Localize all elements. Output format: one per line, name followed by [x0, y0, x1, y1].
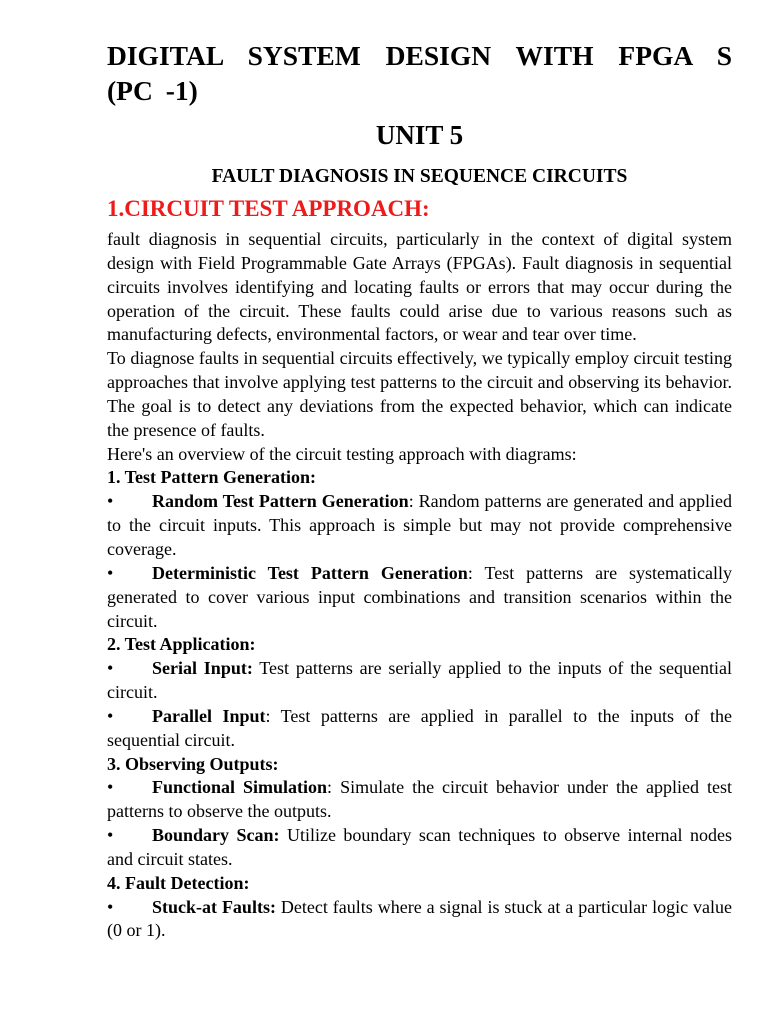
bullet-term: Deterministic Test Pattern Generation	[152, 562, 468, 583]
unit-heading: UNIT 5	[375, 120, 464, 150]
bullet-text: Random patterns are generated and applied to the circuit inputs. This approach is simple but may not provide comprehensive coverage.	[107, 491, 732, 559]
step-heading: 4. Fault Detection:	[107, 872, 250, 893]
bullet-item	[107, 896, 732, 944]
document-body	[107, 228, 732, 943]
bullet-icon: •	[107, 777, 114, 798]
bullet-term: Random Test Pattern Generation	[152, 491, 409, 512]
bullet-separator: :	[467, 562, 473, 583]
bullet-term: Functional Simulation	[152, 777, 328, 798]
step-heading: 2. Test Application:	[107, 634, 256, 655]
paragraph: Here's an overview of the circuit testing approach with diagrams:	[107, 443, 577, 464]
bullet-separator: :	[408, 491, 414, 512]
document-title-line1: DIGITAL SYSTEM DESIGN WITH FPGA S	[107, 40, 732, 71]
bullet-text: Test patterns are applied in parallel to the inputs of the sequential circuit.	[107, 705, 732, 750]
bullet-text: Test patterns are serially applied to the inputs of the sequential circuit.	[107, 658, 732, 703]
step-heading: 1. Test Pattern Generation:	[107, 467, 316, 488]
bullet-item	[107, 705, 732, 753]
bullet-icon: •	[107, 825, 114, 846]
bullet-item	[107, 824, 732, 872]
chapter-subtitle: FAULT DIAGNOSIS IN SEQUENCE CIRCUITS	[211, 166, 628, 187]
bullet-text: Test patterns are systematically generated to cover various input combinations and transition scenarios within the circuit.	[107, 562, 732, 631]
bullet-term: Stuck-at Faults:	[152, 896, 276, 917]
bullet-text: Utilize boundary scan techniques to observe internal nodes and circuit states.	[107, 825, 732, 869]
bullet-separator: :	[327, 777, 333, 798]
bullet-term: Serial Input:	[152, 658, 253, 679]
paragraph: fault diagnosis in sequential circuits, particularly in the context of digital system design with Field Programmable Gate Arrays (FPGAs). Fault diagnosis in sequential circuits involves identifying and locating faults or errors that may occur during the operation of the circuit. These faults could arise due to various reasons such as manufacturing defects, environmental factors, or wear and tear over time.	[107, 229, 732, 345]
bullet-separator: :	[265, 705, 271, 726]
bullet-item	[107, 562, 732, 634]
document-title	[107, 38, 732, 108]
bullet-icon: •	[107, 562, 114, 583]
bullet-item	[107, 490, 732, 562]
bullet-icon: •	[107, 491, 114, 512]
bullet-icon: •	[107, 658, 114, 679]
bullet-item	[107, 657, 732, 705]
paragraph: To diagnose faults in sequential circuits effectively, we typically employ circuit testing approaches that involve applying test patterns to the circuit and observing its behavior. The goal is to detect any deviations from the expected behavior, which can indicate the presence of faults.	[107, 348, 732, 440]
bullet-text: Simulate the circuit behavior under the applied test patterns to observe the outputs.	[107, 777, 732, 822]
bullet-text: Detect faults where a signal is stuck at a particular logic value (0 or 1).	[107, 896, 733, 941]
bullet-icon: •	[107, 896, 114, 917]
document-title-line2: (PC -1)	[107, 75, 198, 106]
section-heading: 1.CIRCUIT TEST APPROACH:	[107, 196, 430, 221]
bullet-term: Parallel Input	[152, 705, 266, 726]
bullet-icon: •	[107, 705, 114, 726]
step-heading: 3. Observing Outputs:	[107, 753, 279, 774]
bullet-item	[107, 776, 732, 824]
bullet-term: Boundary Scan:	[152, 825, 280, 846]
